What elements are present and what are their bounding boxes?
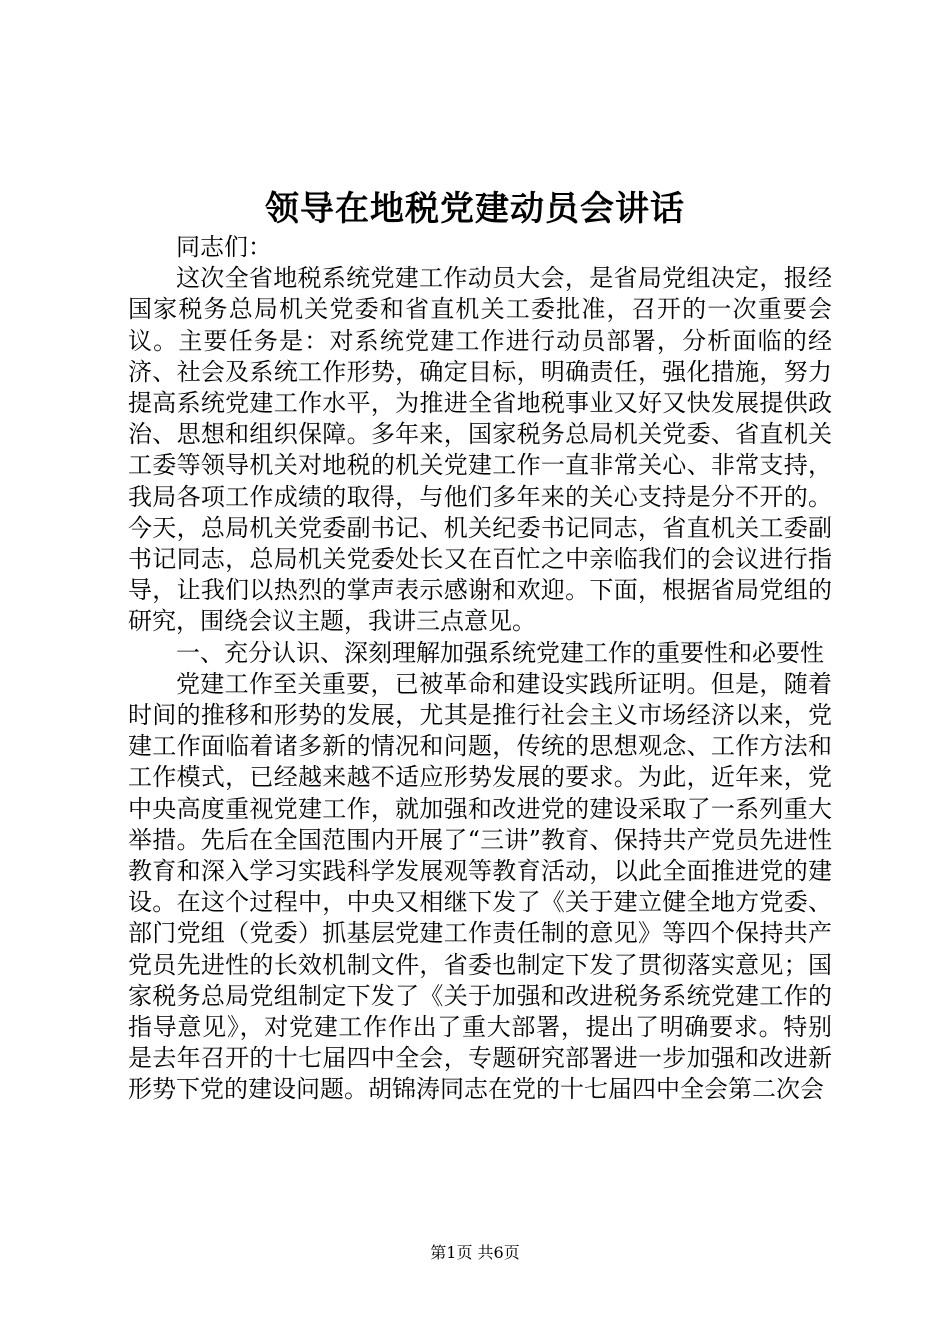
page-number-footer: 第1页 共6页 (430, 1243, 520, 1262)
paragraph-party-building: 党建工作至关重要，已被革命和建设实践所证明。但是，随着时间的推移和形势的发展，尤其是推行社会主义市场经济以来，党建工作面临着诸多新的情况和问题，传统的思想观念、工作方法和工作模式，已经越来越不适应形势发展的要求。为此，近年来，党中央高度重视党建工作，就加强和改进党的建设采取了一系列重大举措。先后在全国范围内开展了“三讲”教育、保持共产党员先进性教育和深入学习实践科学发展观等教育活动，以此全面推进党的建设。在这个过程中，中央又相继下发了《关于建立健全地方党委、部门党组（党委）抓基层党建工作责任制的意见》等四个保持共产党员先进性的长效机制文件，省委也制定下发了贯彻落实意见；国家税务总局党组制定下发了《关于加强和改进税务系统党建工作的指导意见》，对党建工作作出了重大部署，提出了明确要求。特别是去年召开的十七届四中全会，专题研究部署进一步加强和改进新形势下党的建设问题。胡锦涛同志在党的十七届四中全会第二次会 (128, 669, 832, 1104)
document-title: 领导在地税党建动员会讲话 (265, 189, 685, 229)
section-heading-1: 一、充分认识、深刻理解加强系统党建工作的重要性和必要性 (176, 638, 824, 667)
salutation: 同志们： (176, 233, 272, 261)
document-body (128, 232, 832, 1106)
paragraph-intro: 这次全省地税系统党建工作动员大会，是省局党组决定，报经国家税务总局机关党委和省直机关工委批准，召开的一次重要会议。主要任务是：对系统党建工作进行动员部署，分析面临的经济、社会及系统工作形势，确定目标，明确责任，强化措施，努力提高系统党建工作水平，为推进全省地税事业又好又快发展提供政治、思想和组织保障。多年来，国家税务总局机关党委、省直机关工委等领导机关对地税的机关党建工作一直非常关心、非常支持，我局各项工作成绩的取得，与他们多年来的关心支持是分不开的。今天，总局机关党委副书记、机关纪委书记同志，省直机关工委副书记同志，总局机关党委处长又在百忙之中亲临我们的会议进行指导，让我们以热烈的掌声表示感谢和欢迎。下面，根据省局党组的研究，围绕会议主题，我讲三点意见。 (128, 264, 832, 636)
